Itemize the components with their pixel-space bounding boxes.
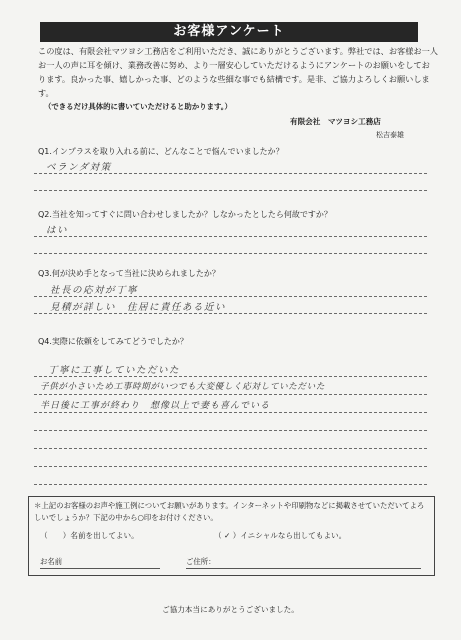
- answer-2-line-1: はい: [46, 225, 69, 236]
- publication-request: ＊上記のお客様のお声や施工例についてお願いがあります。インターネットや印刷物などに掲載させていただいてよろしいでしょうか？下記の中から○印をお付けください。: [34, 501, 425, 522]
- address-field[interactable]: [186, 568, 421, 569]
- answer-line: [34, 394, 427, 395]
- answer-3-line-2: 見積が詳しい 住居に責任ある近い: [50, 302, 227, 313]
- option-initial-ok[interactable]: （ ✓ ）イニシャルなら出してもよい。: [214, 531, 347, 540]
- intro-text: この度は、有限会社マツヨシ工務店をご利用いただき、誠にありがとうございます。弊社では、お客様お一人お一人の声に耳を傾け、業務改善に努め、より一層安心していただけるようにアンケートのお願いをしております。良かった事、嬉しかった事、どのような些細な事でも結構です。是非、ご協力よろしくお願いします。: [38, 46, 438, 98]
- answer-line: [34, 173, 427, 174]
- answer-3-line-1: 社長の応対が丁寧: [50, 285, 139, 296]
- representative-name: 松吉泰雄: [376, 131, 404, 139]
- option-name-ok[interactable]: （ ）名前を出してよい。: [40, 531, 139, 540]
- answer-line: [34, 448, 427, 449]
- thanks-text: ご協力本当にありがとうございました。: [162, 605, 299, 614]
- name-label: お名前: [40, 557, 63, 566]
- question-3: Q3.何が決め手となって当社に決められましたか？: [38, 269, 220, 278]
- intro-note: （できるだけ具体的に書いていただけると助かります。）: [44, 102, 232, 111]
- name-field[interactable]: [40, 568, 160, 569]
- answer-line: [34, 296, 427, 297]
- question-4: Q4.実際に依頼をしてみてどうでしたか？: [38, 337, 188, 346]
- survey-title: お客様アンケート: [40, 22, 418, 42]
- answer-line: [34, 313, 427, 314]
- question-1: Q1.インプラスを取り入れる前に、どんなことで悩んでいましたか？: [38, 147, 284, 156]
- answer-4-line-2: 子供が小さいため工事時期がいつでも大変優しく応対していただいた: [40, 382, 326, 392]
- answer-line: [34, 466, 427, 467]
- question-2: Q2.当社を知ってすぐに問い合わせしましたか？しなかったとしたら何故ですか？: [38, 210, 332, 219]
- answer-4-line-3: 半日後に工事が終わり 想像以上で妻も喜んでいる: [40, 401, 271, 411]
- answer-line: [34, 376, 427, 377]
- answer-line: [34, 484, 427, 485]
- answer-4-line-1: 丁寧に工事していただいた: [48, 365, 181, 376]
- answer-1-line-1: ベランダ対策: [46, 162, 112, 173]
- answer-line: [34, 430, 427, 431]
- answer-line: [34, 236, 427, 237]
- answer-line: [34, 253, 427, 254]
- answer-line: [34, 412, 427, 413]
- address-label: ご住所：: [186, 557, 216, 566]
- answer-line: [34, 190, 427, 191]
- company-name: 有限会社 マツヨシ工務店: [290, 117, 381, 126]
